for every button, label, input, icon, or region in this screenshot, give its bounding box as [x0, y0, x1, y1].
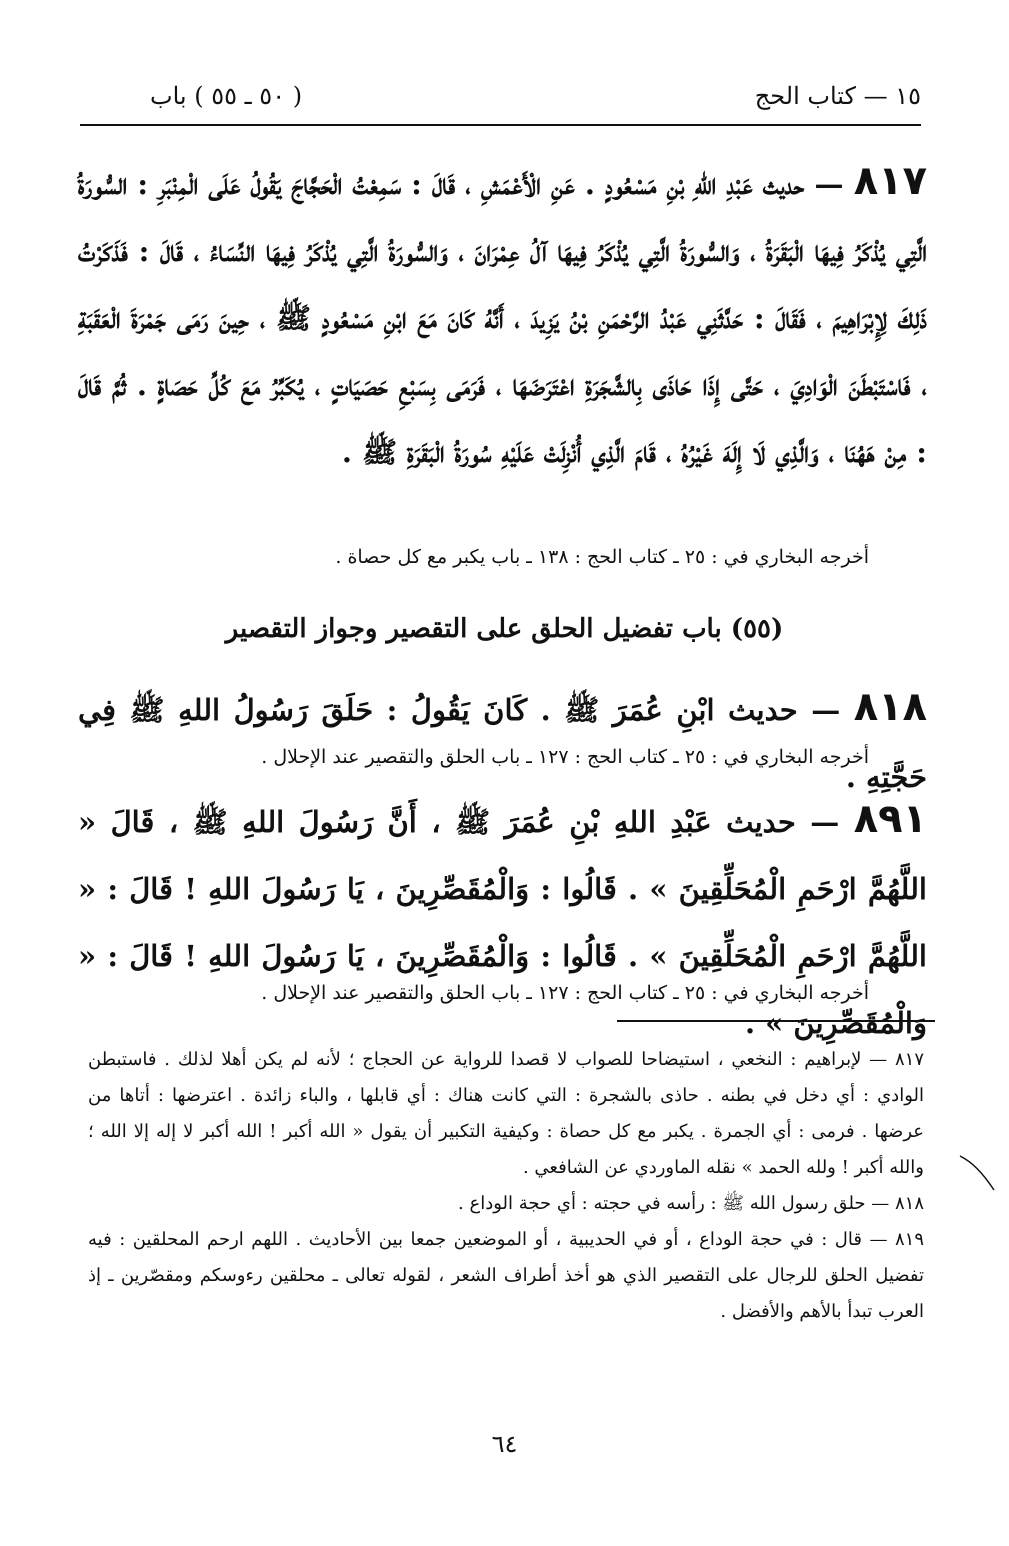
hadith-891	[78, 786, 927, 1057]
hadith-text: — حديث عَبْدِ اللهِ بْنِ مَسْعُودٍ . عَنِ الْأَعْمَشِ ، قَالَ : سَمِعْتُ الْحَجَّاجَ يَقُولُ عَلَى الْمِنْبَرِ : السُّورَةُ الَّتِي يُذْكَرُ فِيهَا الْبَقَرَةُ ، وَالسُّورَةُ الَّتِي يُذْكَرُ فِيهَا آلُ عِمْرَانَ ، وَالسُّورَةُ الَّتِي يُذْكَرُ فِيهَا النِّسَاءُ ، قَالَ : فَذَكَرْتُ ذَلِكَ لِإِبْرَاهِيمَ ، فَقَالَ : حَدَّثَنِي عَبْدُ الرَّحْمَنِ بْنُ يَزِيدَ ، أَنَّهُ كَانَ مَعَ ابْنِ مَسْعُودٍ ﷺ ، حِينَ رَمَى جَمْرَةَ الْعَقَبَةِ ، فَاسْتَبْطَنَ الْوَادِيَ ، حَتَّى إِذَا حَاذَى بِالشَّجَرَةِ اعْتَرَضَهَا ، فَرَمَى بِسَبْعِ حَصَيَاتٍ ، يُكَبِّرُ مَعَ كُلِّ حَصَاةٍ . ثُمَّ قَالَ : مِنْ هَهُنَا ، وَالَّذِي لَا إِلَهَ غَيْرُهُ ، قَامَ الَّذِي أُنْزِلَتْ عَلَيْهِ سُورَةُ الْبَقَرَةِ ﷺ .	[78, 167, 927, 469]
running-header	[150, 82, 921, 122]
hadith-818-source: أخرجه البخاري في : ٢٥ ـ كتاب الحج : ١٢٧ ـ باب الحلق والتقصير عند الإحلال .	[261, 746, 869, 768]
hadith-number: ٨٩١	[853, 796, 927, 842]
footnotes	[88, 1042, 924, 1330]
header-rule	[80, 124, 921, 126]
hadith-817	[78, 148, 927, 486]
hadith-text: — حديث ابْنِ عُمَرَ ﷺ . كَانَ يَقُولُ : حَلَقَ رَسُولُ اللهِ ﷺ فِي حَجَّتِهِ .	[78, 693, 927, 794]
hadith-number: ٨١٧	[853, 158, 927, 204]
footnote-rule	[617, 1020, 935, 1022]
hadith-text: — حديث عَبْدِ اللهِ بْنِ عُمَرَ ﷺ ، أَنَّ رَسُولَ اللهِ ﷺ ، قَالَ « اللَّهُمَّ ارْحَمِ الْمُحَلِّقِينَ » . قَالُوا : وَالْمُقَصِّرِينَ ، يَا رَسُولَ اللهِ ! قَالَ : « اللَّهُمَّ ارْحَمِ الْمُحَلِّقِينَ » . قَالُوا : وَالْمُقَصِّرِينَ ، يَا رَسُولَ اللهِ ! قَالَ : « وَالْمُقَصِّرِينَ » .	[78, 805, 927, 1040]
footnote-819: ٨١٩ — قال : في حجة الوداع ، أو في الحديبية ، أو الموضعين جمعا بين الأحاديث . اللهم ارحم المحلقين : فيه تفضيل الحلق للرجال على التقصير الذي هو أخذ أطراف الشعر ، لقوله تعالى ـ محلقين رءوسكم ومقصّرين ـ إذ العرب تبدأ بالأهم والأفضل .	[88, 1229, 924, 1322]
header-chapter-range: ( ٥٠ ـ ٥٥ ) باب	[150, 82, 303, 110]
hadith-number: ٨١٨	[853, 684, 927, 730]
page-number: ٦٤	[491, 1430, 518, 1458]
hadith-817-source: أخرجه البخاري في : ٢٥ ـ كتاب الحج : ١٣٨ ـ باب يكبر مع كل حصاة .	[335, 546, 869, 568]
chapter-title: (٥٥) باب تفضيل الحلق على التقصير وجواز التقصير	[225, 614, 784, 644]
margin-pen-mark	[958, 1150, 998, 1195]
footnote-817: ٨١٧ — لإبراهيم : النخعي ، استيضاحا للصواب لا قصدا للرواية عن الحجاج ؛ لأنه لم يكن أهلا لذلك . فاستبطن الوادي : أي دخل في بطنه . حاذى بالشجرة : التي كانت هناك : أي قابلها ، والباء زائدة . اعترضها : أتاها من عرضها . فرمى : أي الجمرة . يكبر مع كل حصاة : وكيفية التكبير أن يقول « الله أكبر ! الله أكبر لا إله إلا الله ؛ والله أكبر ! ولله الحمد » نقله الماوردي عن الشافعي .	[88, 1049, 924, 1178]
footnote-818: ٨١٨ — حلق رسول الله ﷺ : رأسه في حجته : أي حجة الوداع .	[458, 1193, 924, 1214]
header-book-title: ١٥ — كتاب الحج	[754, 82, 921, 110]
hadith-891-source: أخرجه البخاري في : ٢٥ ـ كتاب الحج : ١٢٧ ـ باب الحلق والتقصير عند الإحلال .	[261, 982, 869, 1004]
